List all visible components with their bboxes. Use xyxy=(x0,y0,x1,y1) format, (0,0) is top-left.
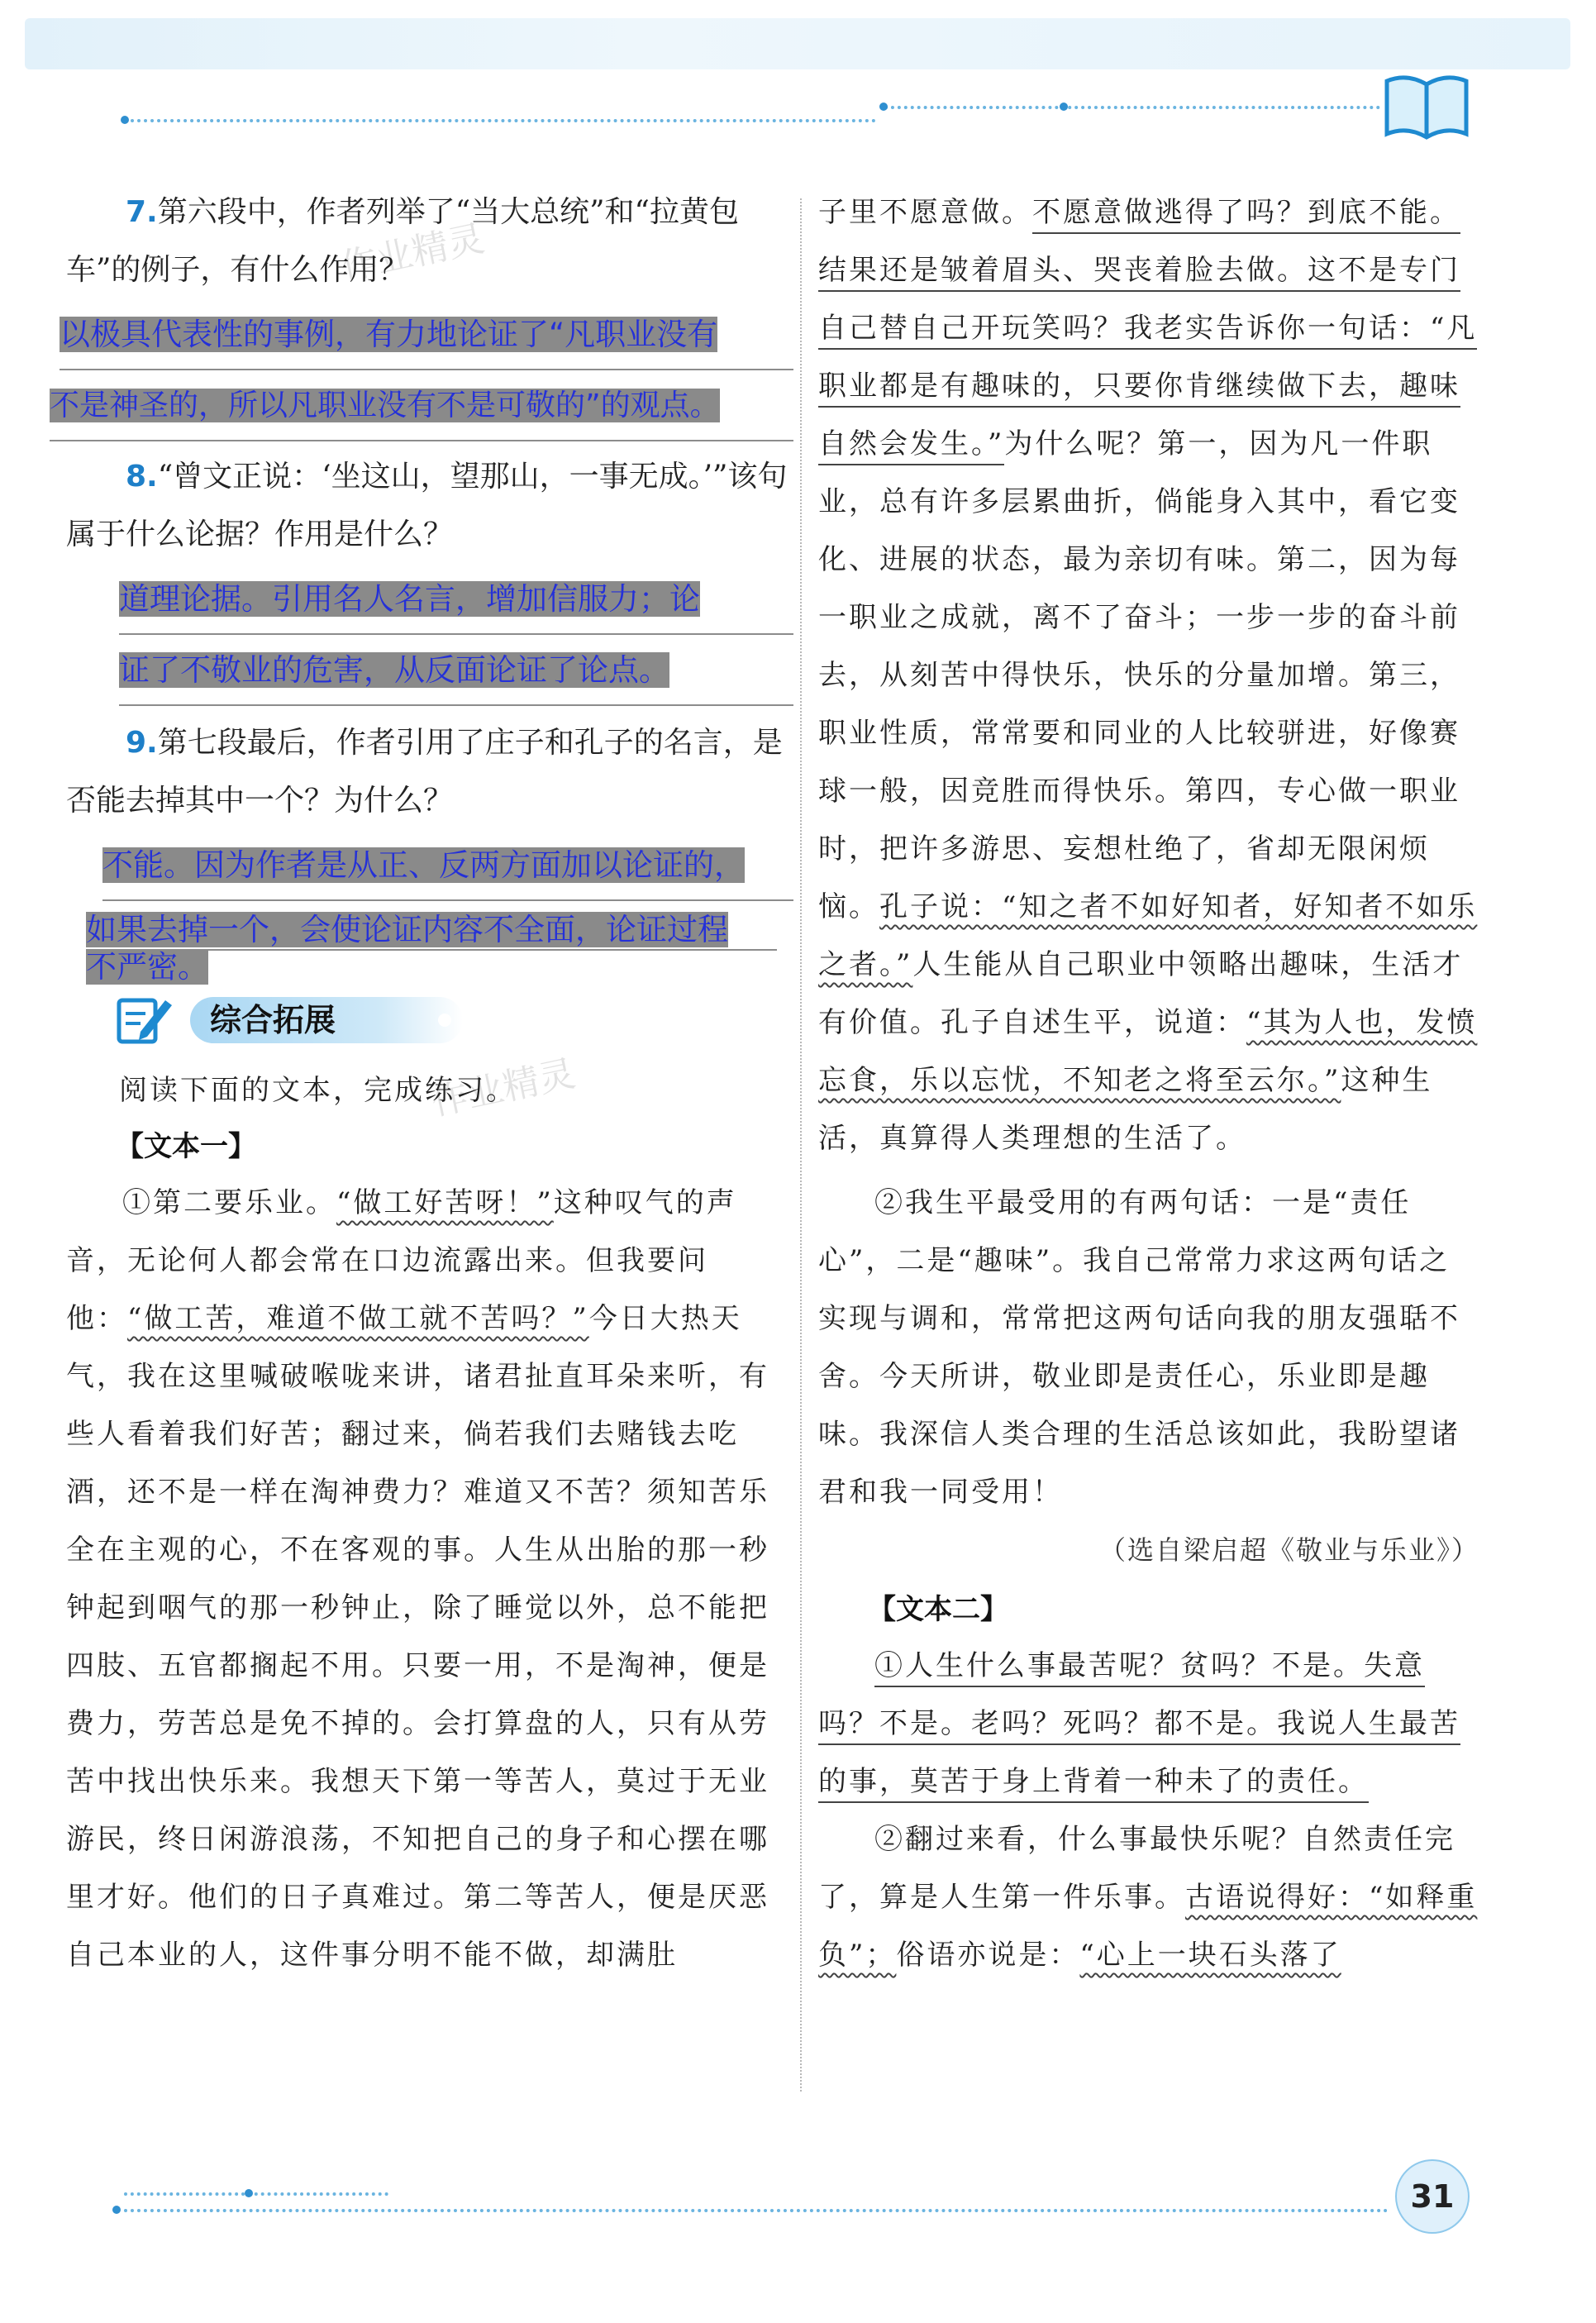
left-column xyxy=(50,184,793,1984)
header-dotted-line-right xyxy=(884,106,1380,109)
question-8 xyxy=(66,448,793,564)
answer-line xyxy=(86,901,777,951)
text-run: 今日大热天气，我在这里喊破喉咙来讲，诸君扯直耳朵来听，有些人看着我们好苦；翻过来，倘若我们去赌钱去吃酒，还不是一样在淘神费力？难道又不苦？须知苦乐全在主观的心，不在客观的事。人生从出胎的那一秒钟起到咽气的那一秒钟止，除了睡觉以外，总不能把四肢、五官都搁起不用。只要一用，不是淘神，便是费力，劳苦总是免不掉的。会打算盘的人，只有从劳苦中找出快乐来。我想天下第一等苦人，莫过于无业游民，终日闲游浪荡，不知把自己的身子和心摆在哪里才好。他们的日子真难过。第二等苦人，便是厌恶自己本业的人，这件事分明不能不做，却满肚 xyxy=(66,1302,769,1972)
watermark: 作业精灵 xyxy=(427,1052,579,1124)
wavy-underlined-quote: “心上一块石头落了 xyxy=(1079,1939,1341,1972)
text-run: 俗语亦说是： xyxy=(896,1939,1080,1972)
question-text: 第七段最后，作者引用了庄子和孔子的名言，是否能去掉其中一个？为什么？ xyxy=(66,726,783,818)
question-number: 9. xyxy=(126,726,158,760)
question-number: 8. xyxy=(126,460,158,494)
question-number: 7. xyxy=(126,195,158,229)
text2-paragraph-1 xyxy=(818,1637,1479,1810)
answer-line xyxy=(119,564,793,635)
section-title: 综合拓展 xyxy=(210,1002,336,1038)
answer-text: 不是神圣的，所以凡职业没有不是可敬的”的观点。 xyxy=(50,389,720,422)
footer-dot xyxy=(112,2206,121,2214)
answer-line xyxy=(86,951,793,984)
section-header xyxy=(66,990,793,1053)
answer-text: 道理论据。引用名人名言，增加信服力；论 xyxy=(119,581,700,617)
section-title-pill xyxy=(190,997,463,1043)
text1-paragraph-1-continued xyxy=(818,184,1479,1167)
wavy-underlined-quote: “做工苦，难道不做工就不苦吗？” xyxy=(127,1302,589,1335)
header-band xyxy=(25,18,1570,69)
answer-line xyxy=(102,830,793,901)
text-run: ②翻过来看，什么事最快乐呢？自然责任完了，算是人生第一件乐事。 xyxy=(818,1823,1455,1914)
text1-paragraph-1 xyxy=(66,1174,793,1984)
text-run: 人生能从自己职业中领略出趣味，生活才有价值。孔子自述生平，说道： xyxy=(818,948,1464,1039)
right-column xyxy=(818,184,1479,1984)
pencil-note-icon xyxy=(116,994,174,1045)
section-instruction: 阅读下面的文本，完成练习。 xyxy=(119,1074,517,1107)
page-number: 31 xyxy=(1395,2159,1470,2234)
text1-source: （选自梁启超《敬业与乐业》） xyxy=(1098,1534,1479,1566)
wavy-underlined-quote: “做工好苦呀！” xyxy=(336,1186,554,1219)
open-book-icon xyxy=(1382,73,1471,142)
underlined-text: ①人生什么事最苦呢？贫吗？不是。失意吗？不是。老吗？死吗？都不是。我说人生最苦的事，莫苦于身上背着一种未了的责任。 xyxy=(818,1649,1460,1803)
text-run: 为什么呢？第一，因为凡一件职业，总有许多层累曲折，倘能身入其中，看它变化、进展的状态，最为亲切有味。第二，因为每一职业之成就，离不了奋斗；一步一步的奋斗前去，从刻苦中得快乐，快乐的分量加增。第三，职业性质，常常要和同业的人比较骈进，好像赛球一般，因竞胜而得快乐。第四，专心做一职业时，把许多游思、妄想杜绝了，省却无限闲烦恼。 xyxy=(818,427,1460,923)
answer-line xyxy=(60,299,793,370)
answer-text: 如果去掉一个，会使论证内容不全面，论证过程 xyxy=(86,912,728,947)
header-dot xyxy=(1060,103,1068,111)
header-dotted-line-left xyxy=(124,119,876,122)
wavy-underlined-quote: 古语说得好：“如释重负”； xyxy=(818,1881,1478,1972)
header-dot xyxy=(121,116,129,124)
answer-9 xyxy=(86,830,793,985)
question-text: “曾文正说：‘坐这山，望那山，一事无成。’”该句属于什么论据？作用是什么？ xyxy=(66,460,788,551)
footer-dotted-line xyxy=(124,2209,1389,2212)
text1-label: 【文本一】 xyxy=(116,1130,256,1163)
question-7 xyxy=(66,184,793,299)
wavy-underlined-quote: “其为人也，发愤忘食，乐以忘忧，不知老之将至云尔。” xyxy=(818,1006,1478,1097)
watermark: 作业精灵 xyxy=(336,217,488,289)
footer-dot xyxy=(245,2189,253,2197)
question-9 xyxy=(66,714,793,830)
pill-dot xyxy=(438,1014,451,1027)
answer-text: 不能。因为作者是从正、反两方面加以论证的， xyxy=(102,847,745,883)
answer-8 xyxy=(119,564,793,706)
text-run: ①第二要乐业。 xyxy=(122,1186,336,1219)
answer-text: 不严密。 xyxy=(86,949,208,985)
text-run: 子里不愿意做。 xyxy=(818,196,1032,229)
text2-label: 【文本二】 xyxy=(868,1593,1008,1626)
footer-dotted-line-short xyxy=(124,2192,388,2196)
answer-7 xyxy=(50,299,793,441)
answer-line xyxy=(119,635,793,706)
question-text: 第六段中，作者列举了“当大总统”和“拉黄包车”的例子，有什么作用？ xyxy=(66,195,739,287)
text2-paragraph-2 xyxy=(818,1810,1479,1984)
text1-paragraph-2: ②我生平最受用的有两句话：一是“责任心”，二是“趣味”。我自己常常力求这两句话之实现与调和，常常把这两句话向我的朋友强聒不舍。今天所讲，敬业即是责任心，乐业即是趣味。我深信人类合理的生活总该如此，我盼望诸君和我一同受用！ xyxy=(818,1186,1460,1509)
answer-text: 证了不敬业的危害，从反面论证了论点。 xyxy=(119,652,669,688)
header-dot xyxy=(879,103,888,111)
underlined-text: 不愿意做逃得了吗？到底不能。结果还是皱着眉头、哭丧着脸去做。这不是专门自己替自己开玩笑吗？我老实告诉你一句话：“凡职业都是有趣味的，只要你肯继续做下去，趣味自然会发生。” xyxy=(818,196,1477,465)
wavy-underlined-quote: 孔子说：“知之者不如好知者，好知者不如乐之者。” xyxy=(818,890,1478,981)
text-run: 这种生活，真算得人类理想的生活了。 xyxy=(818,1064,1433,1155)
answer-line xyxy=(50,370,793,441)
text-run: 这种叹气的声音，无论何人都会常在口边流露出来。但我要问他： xyxy=(66,1186,737,1335)
answer-text: 以极具代表性的事例，有力地论证了“凡职业没有 xyxy=(60,317,718,352)
column-divider xyxy=(800,198,802,2092)
